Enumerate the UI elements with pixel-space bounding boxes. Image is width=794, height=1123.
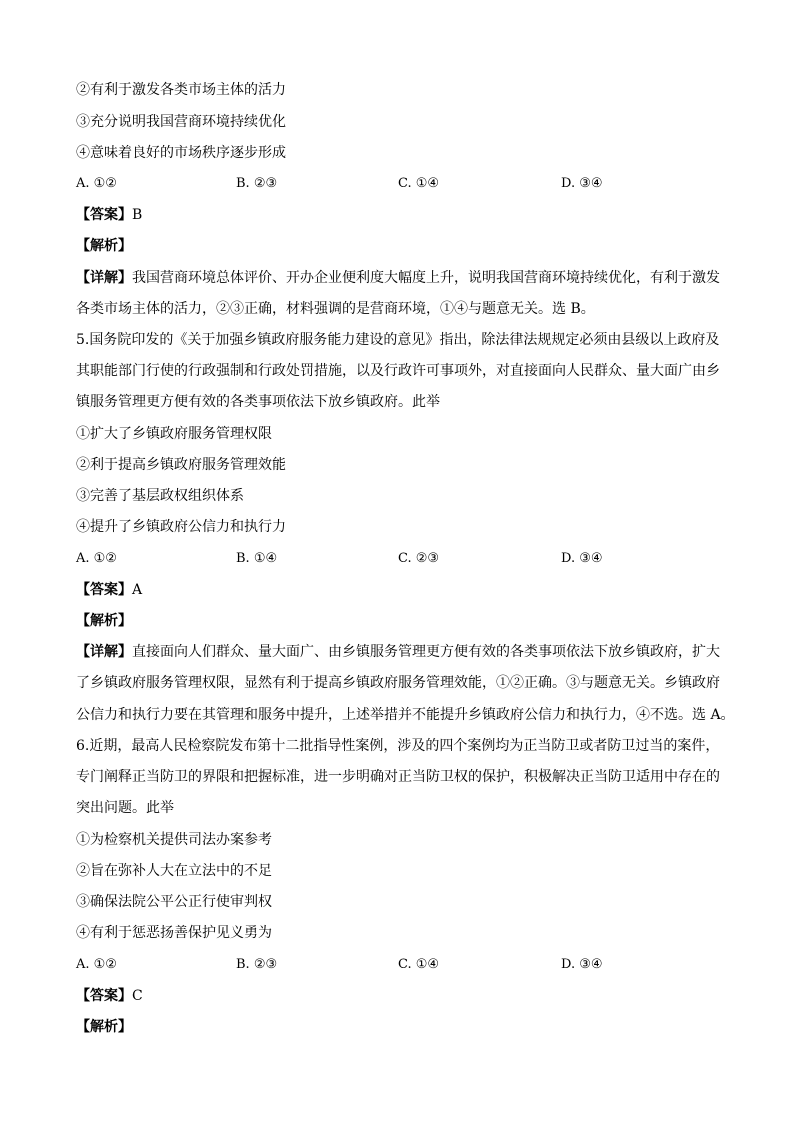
q6-statement-3: ③确保法院公平公正行使审判权 xyxy=(76,894,272,910)
q4-option-d: D. ③④ xyxy=(561,176,603,191)
q5-option-d: D. ③④ xyxy=(561,551,603,566)
q6-stem-line-2: 专门阐释正当防卫的界限和把握标准，进一步明确对正当防卫权的保护，积极解决正当防卫适用中存在的 xyxy=(76,769,720,785)
q4-statement-3: ③充分说明我国营商环境持续优化 xyxy=(76,114,286,130)
q4-option-a: A. ①② xyxy=(76,176,117,191)
q4-answer-line xyxy=(76,205,726,225)
q5-stem-line-2: 其职能部门行使的行政强制和行政处罚措施，以及行政许可事项外，对直接面向人民群众、量大面广由乡 xyxy=(76,363,720,379)
q6-stem-line-1: 6.近期，最高人民检察院发布第十二批指导性案例，涉及的四个案例均为正当防卫或者防卫过当的案件， xyxy=(76,738,720,754)
q5-answer-line xyxy=(76,580,726,600)
q6-analysis-tag: 【解析】 xyxy=(76,1019,132,1035)
q5-stem-line-1: 5.国务院印发的《关于加强乡镇政府服务能力建设的意见》指出，除法律法规规定必须由县级以上政府及 xyxy=(76,332,720,348)
detail-tag: 【详解】 xyxy=(76,270,132,286)
q5-option-a: A. ①② xyxy=(76,551,117,566)
q5-statement-1: ①扩大了乡镇政府服务管理权限 xyxy=(76,426,272,442)
q4-detail-line-1 xyxy=(76,268,726,288)
q5-statement-3: ③完善了基层政权组织体系 xyxy=(76,488,244,504)
q6-statement-2: ②旨在弥补人大在立法中的不足 xyxy=(76,863,272,879)
detail-tag: 【详解】 xyxy=(76,644,132,660)
q5-analysis-tag: 【解析】 xyxy=(76,613,132,629)
answer-tag: 【答案】 xyxy=(76,207,132,223)
answer-tag: 【答案】 xyxy=(76,582,132,598)
q4-statement-2: ②有利于激发各类市场主体的活力 xyxy=(76,82,286,98)
q5-detail-text-1: 直接面向人们群众、量大面广、由乡镇服务管理更方便有效的各类事项依法下放乡镇政府，扩大 xyxy=(132,644,720,660)
q5-detail-line-1 xyxy=(76,642,726,662)
q5-statement-2: ②利于提高乡镇政府服务管理效能 xyxy=(76,457,286,473)
q5-answer-value: A xyxy=(132,582,143,598)
q4-option-b: B. ②③ xyxy=(236,176,278,191)
q4-answer-value: B xyxy=(132,207,143,223)
q6-option-d: D. ③④ xyxy=(561,957,603,972)
q6-statement-4: ④有利于惩恶扬善保护见义勇为 xyxy=(76,925,272,941)
q6-answer-line xyxy=(76,986,726,1006)
q5-option-c: C. ②③ xyxy=(398,551,440,566)
q5-option-b: B. ①④ xyxy=(236,551,278,566)
q4-detail-line-2: 各类市场主体的活力，②③正确，材料强调的是营商环境，①④与题意无关。选 B。 xyxy=(76,301,595,317)
q6-answer-value: C xyxy=(132,988,143,1004)
q5-stem-line-3: 镇服务管理更方便有效的各类事项依法下放乡镇政府。此举 xyxy=(76,394,440,410)
answer-tag: 【答案】 xyxy=(76,988,132,1004)
q5-detail-line-2: 了乡镇政府服务管理权限，显然有利于提高乡镇政府服务管理效能，①②正确。③与题意无关。乡镇政府 xyxy=(76,675,720,691)
q6-option-c: C. ①④ xyxy=(398,957,440,972)
q5-statement-4: ④提升了乡镇政府公信力和执行力 xyxy=(76,519,286,535)
q6-option-b: B. ②③ xyxy=(236,957,278,972)
q6-statement-1: ①为检察机关提供司法办案参考 xyxy=(76,832,272,848)
q4-statement-4: ④意味着良好的市场秩序逐步形成 xyxy=(76,145,286,161)
q4-option-c: C. ①④ xyxy=(398,176,440,191)
q5-detail-line-3: 公信力和执行力要在其管理和服务中提升，上述举措并不能提升乡镇政府公信力和执行力，④不选。选 A。 xyxy=(76,707,735,723)
q6-stem-line-3: 突出问题。此举 xyxy=(76,800,174,816)
q6-option-a: A. ①② xyxy=(76,957,117,972)
q4-analysis-tag: 【解析】 xyxy=(76,238,132,254)
q4-detail-text-1: 我国营商环境总体评价、开办企业便利度大幅度上升，说明我国营商环境持续优化，有利于激发 xyxy=(132,270,720,286)
